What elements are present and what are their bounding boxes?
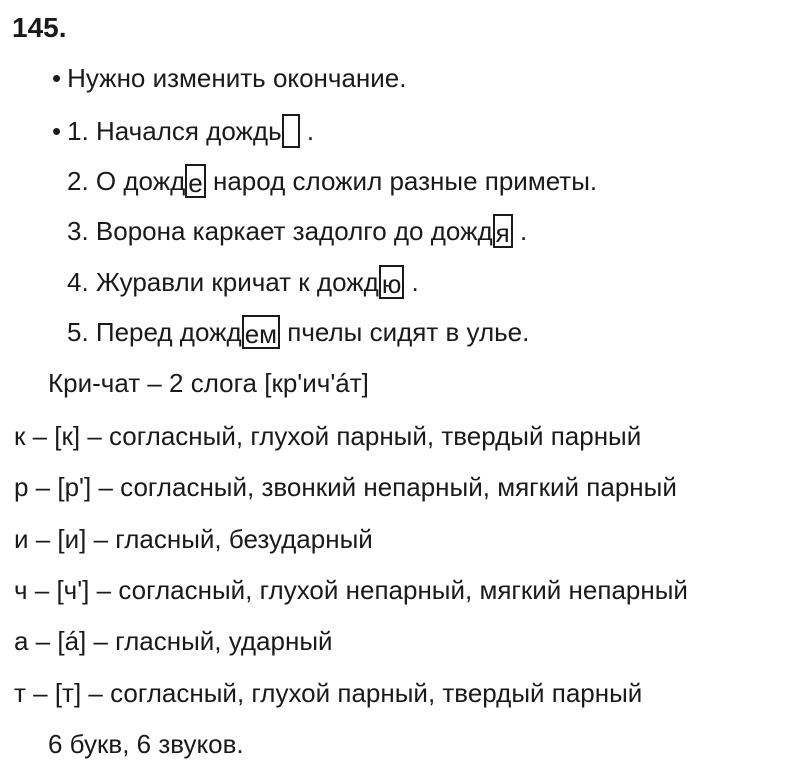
phonetic-line-r: р – [р'] – согласный, звонкий непарный, мягкий парный <box>14 472 677 502</box>
ending-box: ю <box>379 265 405 299</box>
sentence-suffix: . <box>519 216 528 246</box>
phonetic-line-ch: ч – [ч'] – согласный, глухой непарный, мягкий непарный <box>14 575 688 605</box>
bullet: • <box>52 63 62 93</box>
syllables-line: Кри-чат – 2 слога [кр'ич'áт] <box>48 368 369 398</box>
sentence-suffix: народ сложил разные приметы. <box>212 166 598 196</box>
summary-line: 6 букв, 6 звуков. <box>48 729 244 759</box>
sentence-suffix: пчелы сидят в улье. <box>287 317 530 347</box>
sentence-prefix: 4. Журавли кричат к дожд <box>67 267 379 297</box>
sentence-1 <box>52 115 314 148</box>
phonetic-line-k: к – [к] – согласный, глухой парный, твердый парный <box>14 421 642 451</box>
sentence-5 <box>67 316 529 349</box>
ending-box: я <box>493 214 513 248</box>
intro-line <box>52 62 406 94</box>
sentence-prefix: 5. Перед дожд <box>67 317 242 347</box>
task-number: 145. <box>12 12 67 43</box>
phonetic-line-i: и – [и] – гласный, безударный <box>14 524 373 554</box>
sentence-2 <box>67 165 597 198</box>
phonetic-line-a: а – [á] – гласный, ударный <box>14 626 333 656</box>
sentence-suffix: . <box>411 267 419 297</box>
intro-text: Нужно изменить окончание. <box>67 63 407 93</box>
sentence-prefix: 1. Начался дождь <box>67 116 282 146</box>
ending-box <box>282 114 300 148</box>
bullet: • <box>52 116 62 146</box>
sentence-4 <box>67 266 419 299</box>
sentence-3 <box>67 215 527 248</box>
phonetic-line-t: т – [т] – согласный, глухой парный, твердый парный <box>14 678 643 708</box>
ending-box: ем <box>242 315 280 349</box>
sentence-prefix: 3. Ворона каркает задолго до дожд <box>67 216 493 246</box>
ending-box: е <box>185 164 205 198</box>
sentence-suffix: . <box>306 116 315 146</box>
sentence-prefix: 2. О дожд <box>67 166 186 196</box>
